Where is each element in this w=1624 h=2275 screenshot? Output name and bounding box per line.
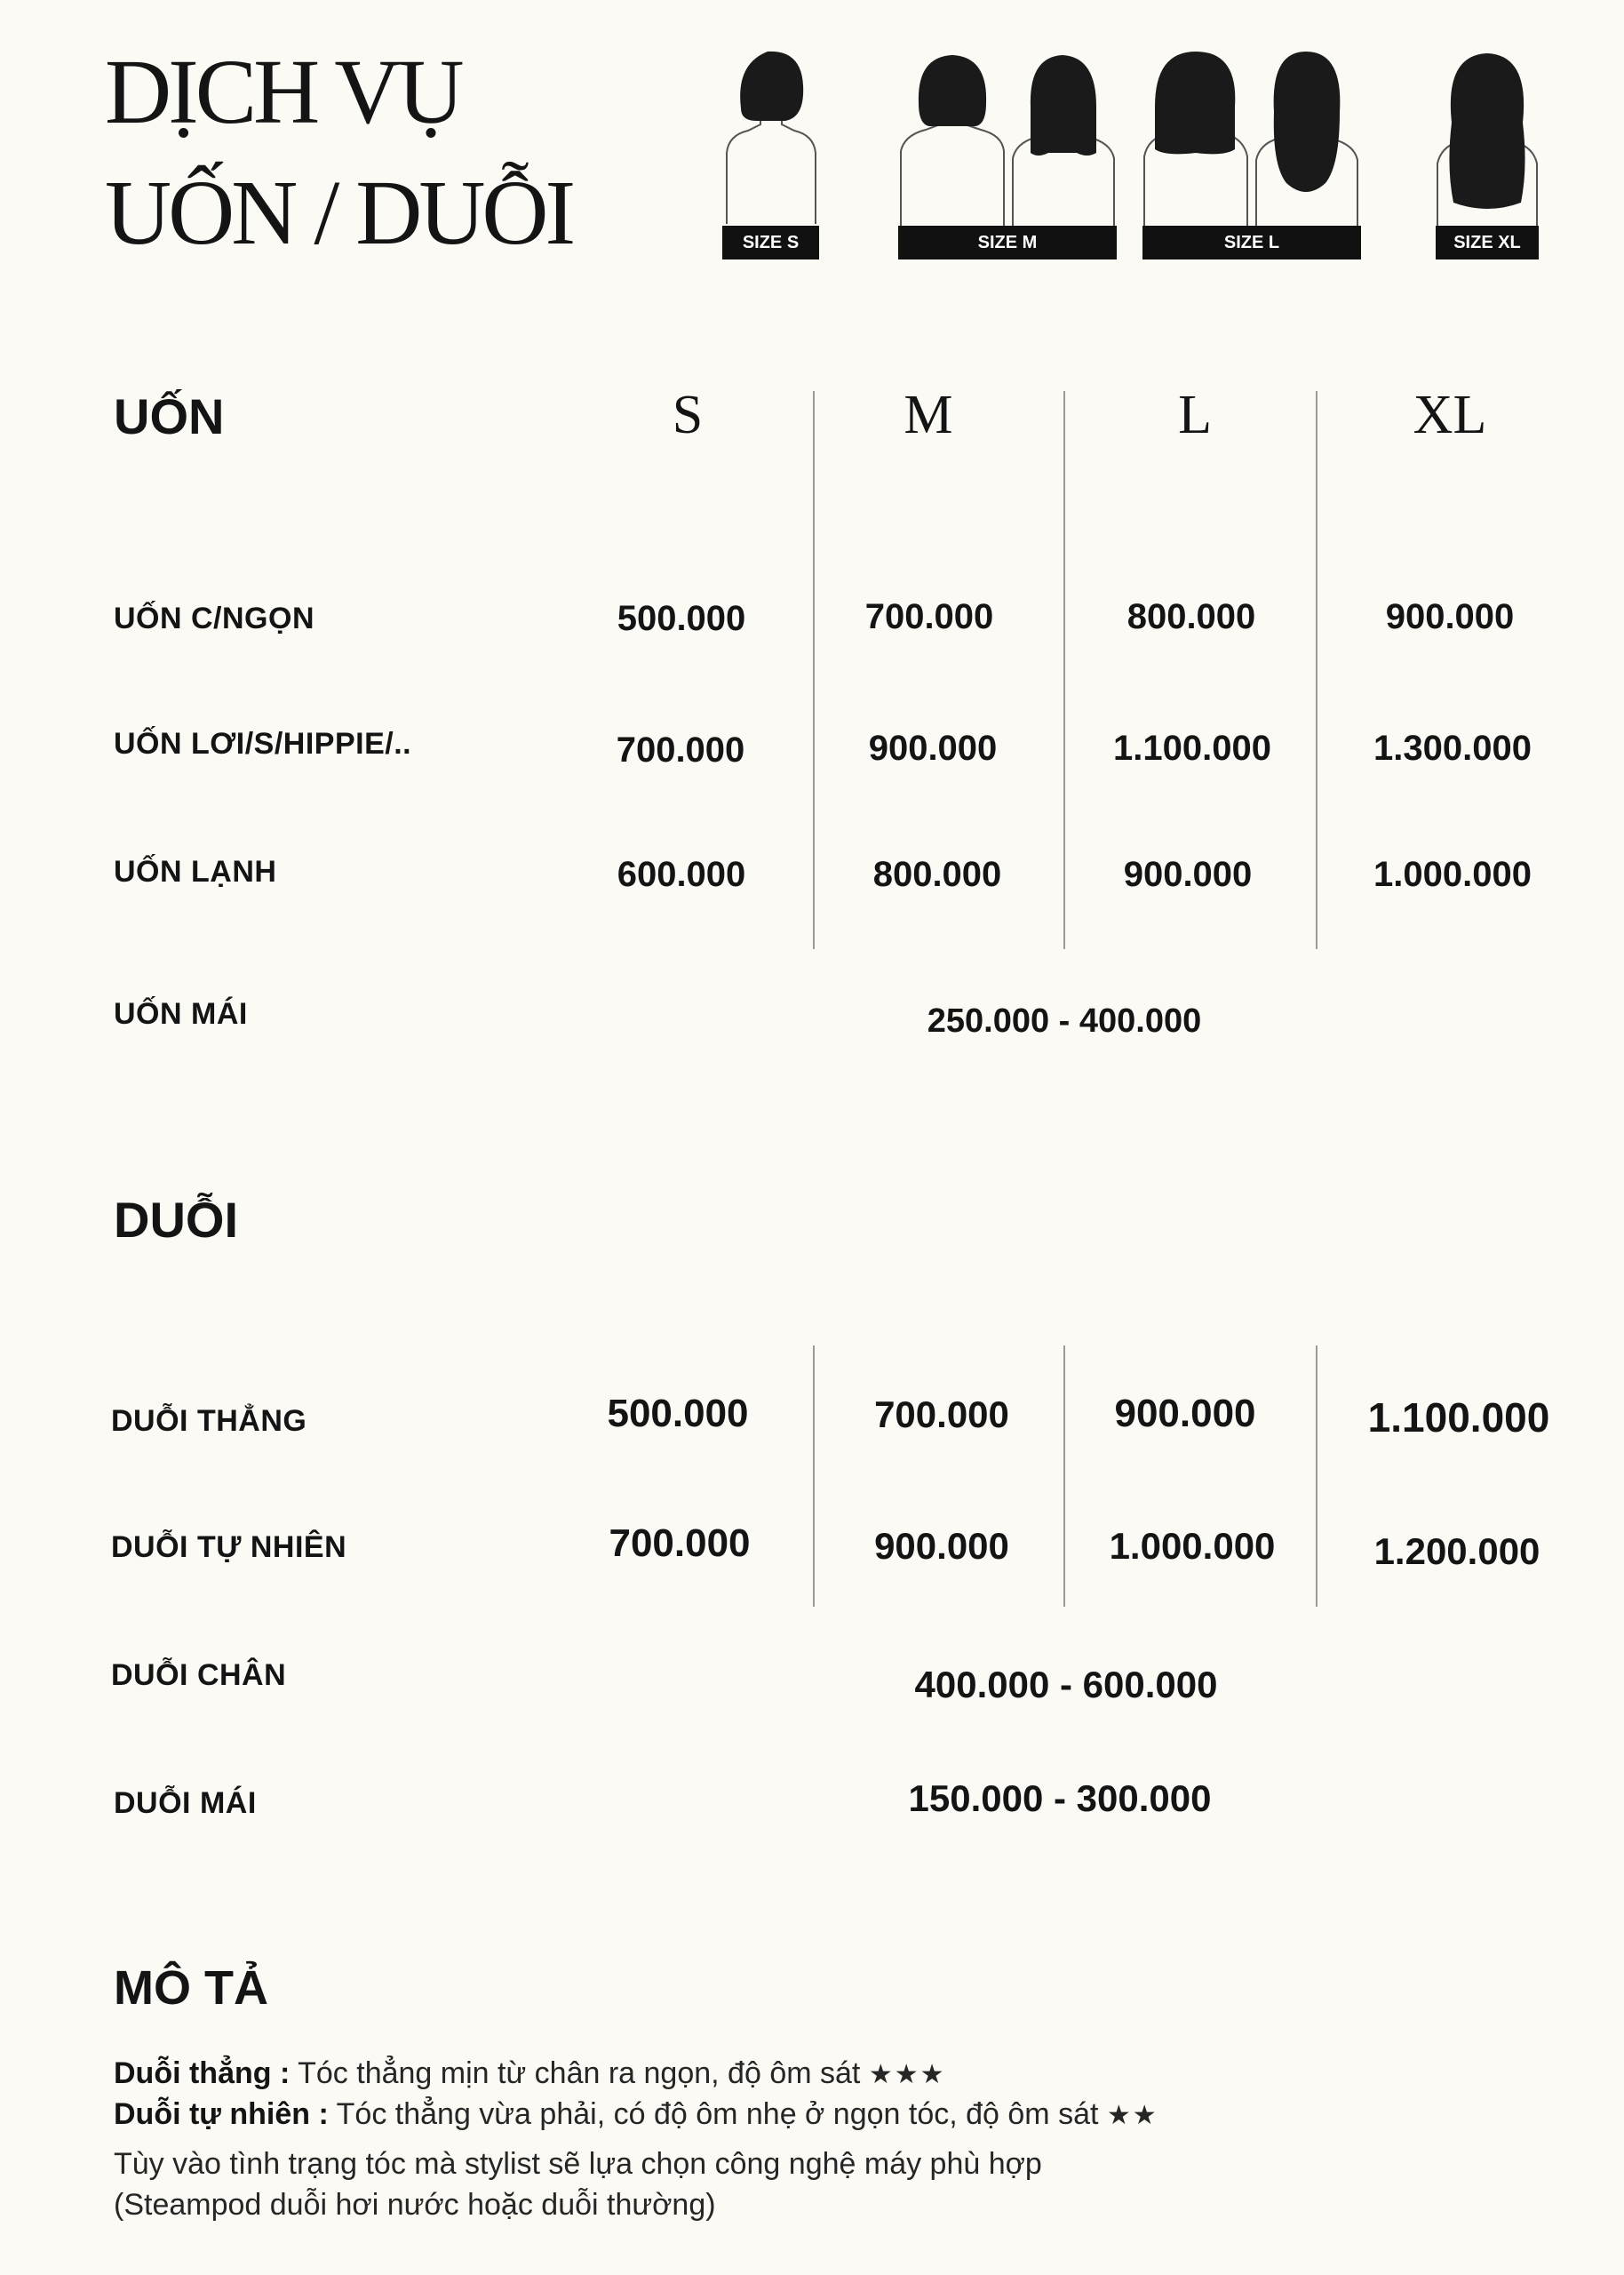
row-label-duoi-chan: DUỖI CHÂN bbox=[111, 1658, 287, 1692]
medium-hair-silhouette-icon bbox=[899, 53, 1118, 228]
size-m-label: SIZE M bbox=[898, 226, 1117, 259]
price-cell: 500.000 bbox=[607, 1392, 749, 1435]
price-cell: 1.200.000 bbox=[1373, 1530, 1540, 1572]
duoi-heading: DUỖI bbox=[114, 1192, 238, 1248]
column-header-s: S bbox=[672, 385, 704, 445]
size-l-label: SIZE L bbox=[1142, 226, 1361, 259]
short-hair-silhouette-icon bbox=[721, 46, 821, 224]
price-cell: 900.000 bbox=[1123, 855, 1253, 894]
price-cell: 1.100.000 bbox=[1113, 729, 1271, 768]
price-cell: 1.100.000 bbox=[1367, 1394, 1550, 1441]
page-title-line1: DỊCH VỤ bbox=[105, 41, 461, 143]
price-cell: 700.000 bbox=[864, 597, 994, 636]
column-divider bbox=[1316, 1345, 1318, 1607]
column-header-m: M bbox=[904, 385, 953, 445]
price-cell: 800.000 bbox=[1126, 597, 1256, 636]
price-range: 250.000 - 400.000 bbox=[927, 1002, 1202, 1040]
description-item bbox=[114, 2097, 1158, 2132]
price-cell: 600.000 bbox=[617, 855, 746, 894]
price-range: 150.000 - 300.000 bbox=[908, 1777, 1212, 1819]
price-cell: 900.000 bbox=[1114, 1392, 1256, 1435]
price-cell: 700.000 bbox=[874, 1393, 1009, 1435]
row-label-uon-lanh: UỐN LẠNH bbox=[114, 855, 277, 889]
long-hair-silhouette-icon bbox=[1142, 50, 1361, 228]
row-label-uon-loi: UỐN LƠI/S/HIPPIE/.. bbox=[114, 727, 412, 761]
price-cell: 800.000 bbox=[872, 855, 1002, 894]
description-text: Tóc thẳng mịn từ chân ra ngọn, độ ôm sát bbox=[290, 2056, 861, 2090]
uon-heading: UỐN bbox=[114, 388, 225, 444]
column-header-xl: XL bbox=[1413, 385, 1487, 445]
column-divider bbox=[1316, 391, 1318, 949]
column-divider bbox=[813, 391, 815, 949]
description-term: Duỗi tự nhiên : bbox=[114, 2097, 329, 2131]
description-item bbox=[114, 2056, 946, 2091]
price-cell: 1.000.000 bbox=[1373, 855, 1532, 894]
row-label-duoi-tu-nhien: DUỖI TỰ NHIÊN bbox=[111, 1530, 347, 1564]
size-xl-label: SIZE XL bbox=[1436, 226, 1539, 259]
row-label-duoi-thang: DUỖI THẲNG bbox=[111, 1404, 307, 1438]
price-cell: 1.000.000 bbox=[1109, 1525, 1276, 1567]
rating-stars: ★★ bbox=[1106, 2101, 1158, 2130]
description-text: Tóc thẳng vừa phải, có độ ôm nhẹ ở ngọn tóc, độ ôm sát bbox=[328, 2097, 1099, 2131]
price-cell: 1.300.000 bbox=[1373, 729, 1532, 768]
column-divider bbox=[1063, 391, 1065, 949]
price-cell: 700.000 bbox=[616, 730, 745, 770]
row-label-duoi-mai: DUỖI MÁI bbox=[114, 1786, 257, 1820]
price-cell: 900.000 bbox=[868, 729, 998, 768]
size-m-figure bbox=[899, 53, 1118, 228]
price-cell: 900.000 bbox=[1385, 597, 1515, 636]
column-divider bbox=[813, 1345, 815, 1607]
price-range: 400.000 - 600.000 bbox=[914, 1664, 1218, 1705]
extra-long-hair-silhouette-icon bbox=[1436, 52, 1539, 228]
size-s-label: SIZE S bbox=[722, 226, 819, 259]
price-cell: 700.000 bbox=[609, 1521, 751, 1565]
mota-heading: MÔ TẢ bbox=[114, 1961, 268, 2015]
size-xl-figure bbox=[1436, 52, 1539, 228]
row-label-uon-mai: UỐN MÁI bbox=[114, 997, 248, 1031]
price-cell: 900.000 bbox=[874, 1525, 1009, 1567]
column-divider bbox=[1063, 1345, 1065, 1607]
description-note: Tùy vào tình trạng tóc mà stylist sẽ lựa chọn công nghệ máy phù hợp bbox=[114, 2147, 1042, 2181]
description-term: Duỗi thẳng : bbox=[114, 2056, 291, 2090]
row-label-uon-c-ngon: UỐN C/NGỌN bbox=[114, 602, 314, 635]
page-title-line2: UỐN / DUỖI bbox=[105, 162, 573, 264]
size-l-figure bbox=[1142, 50, 1361, 228]
rating-stars: ★★★ bbox=[868, 2060, 946, 2089]
column-header-l: L bbox=[1178, 385, 1212, 445]
price-cell: 500.000 bbox=[617, 599, 746, 638]
description-note: (Steampod duỗi hơi nước hoặc duỗi thường) bbox=[114, 2188, 716, 2222]
size-s-figure bbox=[721, 46, 821, 224]
